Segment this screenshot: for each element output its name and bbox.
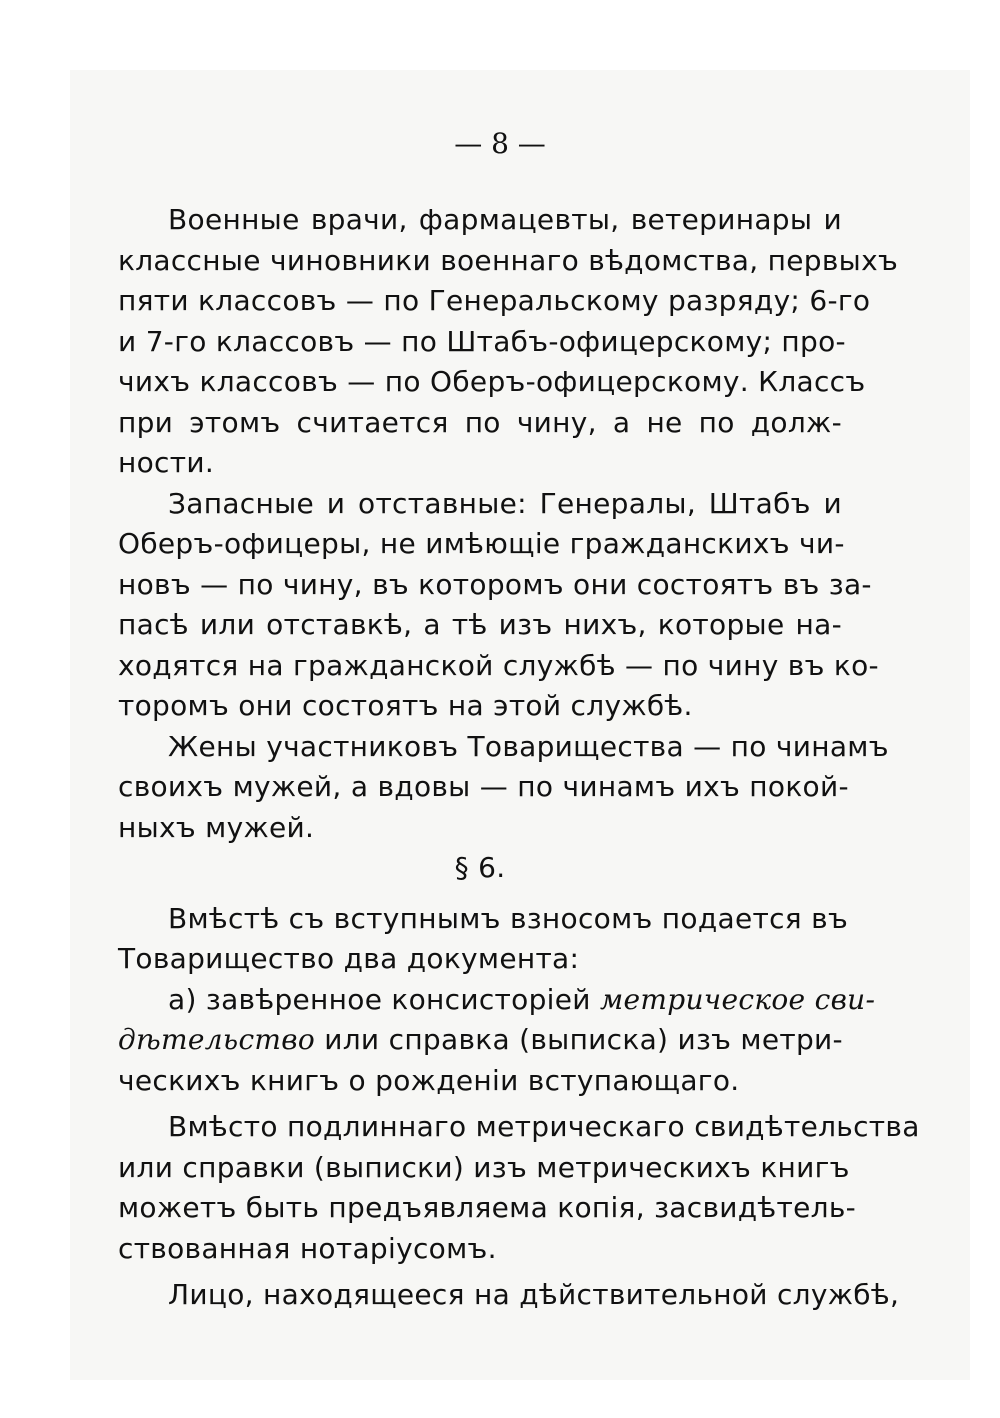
paragraph-item-a (118, 980, 876, 1102)
text-line: новъ — по чину, въ которомъ они состоятъ въ за- (118, 567, 872, 601)
paragraph-wives-widows (118, 727, 889, 849)
text-line: Вмѣстѣ съ вступнымъ взносомъ подается въ (168, 901, 849, 935)
paragraph-military-doctors (118, 200, 899, 484)
text-line: Военные врачи, фармацевты, ветеринары и (168, 203, 842, 236)
page-number: — 8 — (454, 127, 546, 160)
text-line: торомъ они состоятъ на этой службѣ. (118, 689, 693, 722)
text-line: Товарищество два документа: (118, 942, 580, 975)
text-line: ческихъ книгъ о рожденіи вступающаго. (118, 1063, 740, 1097)
text-line: Жены участниковъ Товарищества — по чинамъ (168, 729, 889, 763)
text-span: или справка (выписка) изъ метри- (324, 1023, 843, 1056)
section-heading: § 6. (454, 851, 506, 884)
text-line: ходятся на гражданской службѣ — по чину въ ко- (118, 648, 879, 682)
text-line: Оберъ-офицеры, не имѣющіе гражданскихъ чи- (118, 527, 845, 560)
text-line: Лицо, находящееся на дѣйствительной службѣ, (168, 1278, 900, 1311)
text-line: или справки (выписки) изъ метрическихъ книгъ (118, 1150, 850, 1184)
text-line: при этомъ считается по чину, а не по долж- (118, 405, 842, 439)
text-line (118, 1020, 842, 1061)
italic-term: дѣтельство (118, 1023, 316, 1056)
text-line: и 7-го классовъ — по Штабъ-офицерскому; про- (118, 324, 846, 358)
paragraph-active-service (118, 1275, 900, 1316)
text-line: ности. (118, 446, 215, 479)
text-line: Запасные и отставные: Генералы, Штабъ и (168, 486, 842, 520)
text-line: ныхъ мужей. (118, 810, 315, 844)
text-line: пасѣ или отставкѣ, а тѣ изъ нихъ, которые на- (118, 608, 842, 641)
text-span: а) завѣренное консисторіей (168, 982, 591, 1016)
text-line (118, 980, 876, 1021)
text-line: ствованная нотаріусомъ. (118, 1231, 497, 1265)
paragraph-reserve-retired (118, 484, 879, 727)
paragraph-copy-allowed (118, 1107, 920, 1269)
text-line: чихъ классовъ — по Оберъ-офицерскому. Классъ (118, 365, 866, 398)
text-line: Вмѣсто подлиннаго метрическаго свидѣтельства (168, 1110, 920, 1143)
italic-term: метрическое сви- (599, 982, 876, 1016)
text-line: классные чиновники военнаго вѣдомства, первыхъ (118, 243, 899, 277)
text-line: пяти классовъ — по Генеральскому разряду; 6-го (118, 284, 871, 317)
document-body (118, 200, 920, 1316)
paragraph-documents-intro (118, 899, 849, 980)
text-line: своихъ мужей, а вдовы — по чинамъ ихъ покой- (118, 770, 849, 803)
text-line: можетъ быть предъявляема копія, засвидѣтель- (118, 1191, 857, 1224)
